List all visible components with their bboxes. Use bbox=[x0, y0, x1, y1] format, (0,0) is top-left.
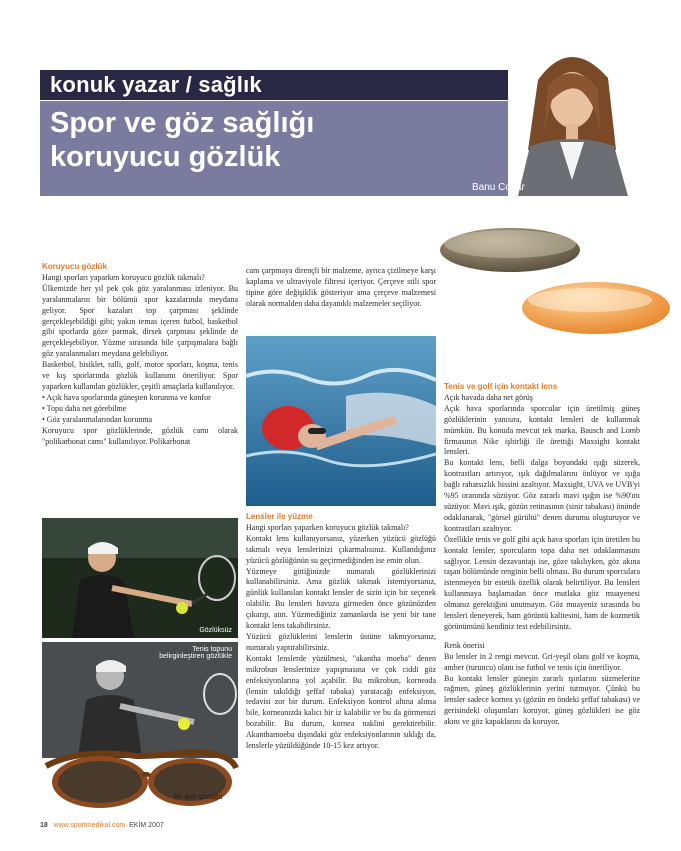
tennis-photo-1 bbox=[42, 518, 238, 638]
paragraph: Ülkemizde her yıl pek çok göz yaralanması izleniyor. Bu yaralanmaların bir bölümü spor kazalarında meydana geliyor. Spor kazaları top çarpması şeklinde gerçekleşebildiği gibi; yakın temas içeren futbol, basketbol gibi sporlarda göze parmak, dirsek çarpması şeklinde de gerçekleşebiliyor. Yüzme sırasında bile çarpışmalara bağlı göz yaralanmaları meydana gelebiliyor. bbox=[42, 283, 238, 359]
page-number: 18 bbox=[40, 822, 48, 829]
tennis-photo-2 bbox=[42, 642, 238, 758]
footer bbox=[40, 822, 164, 829]
paragraph: Açık hava sporlarında sporcular için üretilmiş güneş gözlüklerinin yanısıra, kontakt lensleri de kullanmak mümkün. Bu konuda mevcut tek marka, Bausch and Lomb firmasının Nike işbirliği ile ürettiği Maxsight kontakt lensleri. bbox=[444, 403, 640, 457]
subhead-protective-glasses: Koruyucu gözlük bbox=[42, 262, 107, 271]
contact-lenses-image bbox=[436, 212, 676, 352]
title-line-2: koruyucu gözlük bbox=[50, 141, 281, 173]
paragraph: Açık havada daha net görüş bbox=[444, 392, 533, 402]
subhead-swimming-lenses: Lensler ile yüzme bbox=[246, 512, 313, 521]
paragraph: Kontakt lenslerde yüzülmesi, "akantha moeba" denen mikrobun lenslerinize yapışmasına ve çok ciddi göz enfeksiyonlarına yol açabilir. Bu mikrobun, korneada (lensin takıldığı şeffaf tabaka) yaratacağı enfeksiyon, tedavisi zor bir durum. Enfeksiyon kontrol altına alınsa bile, korneanızda kalıcı bir iz kalabilir ve bu da görmenizi bozabilir. Bu durum, kornea naklini gerektirebilir. Akanthamoeba dışındaki göz enfeksiyonlarının sıklığı da, lenslerle yüzüldüğünde 10-15 kez artıyor. bbox=[246, 653, 436, 751]
subhead-tennis-golf-lenses: Tenis ve golf için kontakt lens bbox=[444, 382, 558, 391]
paragraph: Basketbol, bisiklet, ralli, golf, motor sporları, koşma, tenis ve kış sporlarında gözlük kullanımı öneriliyor. Spor yaparken kullanılan gözlükler, çeşitli amaçlarla kullanılıyor. bbox=[42, 360, 238, 391]
column-2 bbox=[246, 512, 436, 752]
page-title bbox=[50, 106, 314, 174]
paragraph: Hangi sporları yaparken koruyucu gözlük takmalı? bbox=[246, 522, 409, 532]
paragraph: Özellikle tenis ve golf gibi açık hava sporları için üretilen bu kontakt lensler, sporcuların topa daha net odaklanmasını sağlıyor. Lensin dezavantajı ise, göze takılıyken, göz akına taşan bölümünde renginin belli olması. Bu durum sporculara istenmeyen bir estetik özellik olarak belirtiliyor. Bu lensleri kullanmaya başlamadan önce mutlaka göz muayenesi olmanız gerektiğini unutmayın. Göz muayeniz sırasında bu lensleri deneyerek, ham görüntü kalitesini, ham de kozmetik görünümünü kendiniz test edebilirsiniz. bbox=[444, 534, 640, 631]
section-label: konuk yazar / sağlık bbox=[50, 72, 262, 97]
subhead-color: Renk önerisi bbox=[444, 640, 485, 650]
paragraph: Bu lensler in 2 rengi mevcut. Gri-yeşil olanı golf ve koşma, amber (turuncu) olanı ise futbol ve tenis için öneriliyor. bbox=[444, 651, 640, 672]
caption-no-glasses: Gözlüksüz bbox=[199, 627, 232, 634]
footer-date: EKİM 2007 bbox=[129, 822, 164, 829]
caption-with-glasses: Tenis topunu belirginleştiren gözlükle bbox=[159, 646, 232, 660]
footer-url[interactable]: www.sportmedikal.com bbox=[53, 822, 126, 829]
golf-glasses-image bbox=[40, 742, 240, 820]
paragraph: Koruyucu spor gözlüklerinde, gözlük camı olarak "polikarbonat camı" kullanılıyor. Polikarbonat bbox=[42, 425, 238, 446]
paragraph: Bu kontakt lens, belli dalga boyundaki ışığı süzerek, kontrastları artırıyor, ışık dağılmalarını önlüyor ve ışığa bağlı rahatsızlık hissini azaltıyor. Maxsight, UVA ve UVB'yi %95 oranında süzüyor. Göz zararlı mavi ışığın ise %90'ını süzüyor. Mavi ışık, gözün retinasının (sinir tabakası) önünde odaklanarak, "görsel gürültü" denen durumu oluşturuyor ve kontrastları azaltıyor. bbox=[444, 458, 640, 533]
bullet-item: • Açık hava sporlarında güneşten korunma ve konfor bbox=[42, 392, 211, 402]
column-3 bbox=[444, 382, 640, 728]
paragraph: cam çarpmaya dirençli bir malzeme, ayrıca çizilmeye karşı kaplama ve ultraviyole filtresi içeriyor. Çerçeve stili spor tipine göre değişiklik gösteriyor ama çerçeve malzemesi olarak normalden daha dayanıklı malzemeler seçiliyor. bbox=[246, 266, 436, 308]
column-1 bbox=[42, 262, 238, 447]
paragraph: Yüzmeye gittiğinizde numaralı gözlüklerinizi kullanabilirsiniz. Ama gözlük takmak istemiyorsanız, günlük kullanılan kontakt lensler de sizin için bir seçenek olabilir. Bu lensleri havuza girmeden önce gözünüzden çıkarıp, atın. Yüzmediğiniz zamanlarda ise yeni bir tane kontakt lens takabilirsiniz. bbox=[246, 566, 436, 631]
title-line-1: Spor ve göz sağlığı bbox=[50, 107, 315, 139]
bullet-item: • Göz yaralanmalarından korunma bbox=[42, 414, 153, 424]
paragraph: Bu kontakt lensler güneşin zararlı ışınlarını süzmelerine rağmen, güneş gözlüklerinin yerini tutmuyor. Çünkü bu lensler sadece kornea yı (gözün en öndeki şeffaf tabakası) ve gerisindeki oluşumları koruyor, güneş gözlükleri ise göz akını ve göz kapaklarını da koruyor. bbox=[444, 673, 640, 727]
swimmer-photo bbox=[246, 336, 436, 506]
paragraph: Kontakt lens kullanıyorsanız, yüzerken yüzücü gözlüğü takmalı veya lenslerinizi çıkarmalısınız. Kullandığınız yüzücü gözlüğünün su geçirmediğinden ise emin olun. bbox=[246, 533, 436, 565]
caption-golf-glasses: Bir golf gözlüğü bbox=[174, 794, 223, 801]
paragraph: Hangi sporları yaparken koruyucu gözlük takmalı? bbox=[42, 272, 205, 282]
author-name: Banu Coşar bbox=[472, 182, 525, 193]
author-portrait bbox=[508, 40, 640, 196]
paragraph: Yüzücü gözlüklerini lenslerin üstüne takmıyorsanız, numaralı yaptırabilirsiniz. bbox=[246, 631, 436, 652]
column-2-top bbox=[246, 266, 436, 310]
bullet-item: • Topu daha net görebilme bbox=[42, 403, 127, 413]
